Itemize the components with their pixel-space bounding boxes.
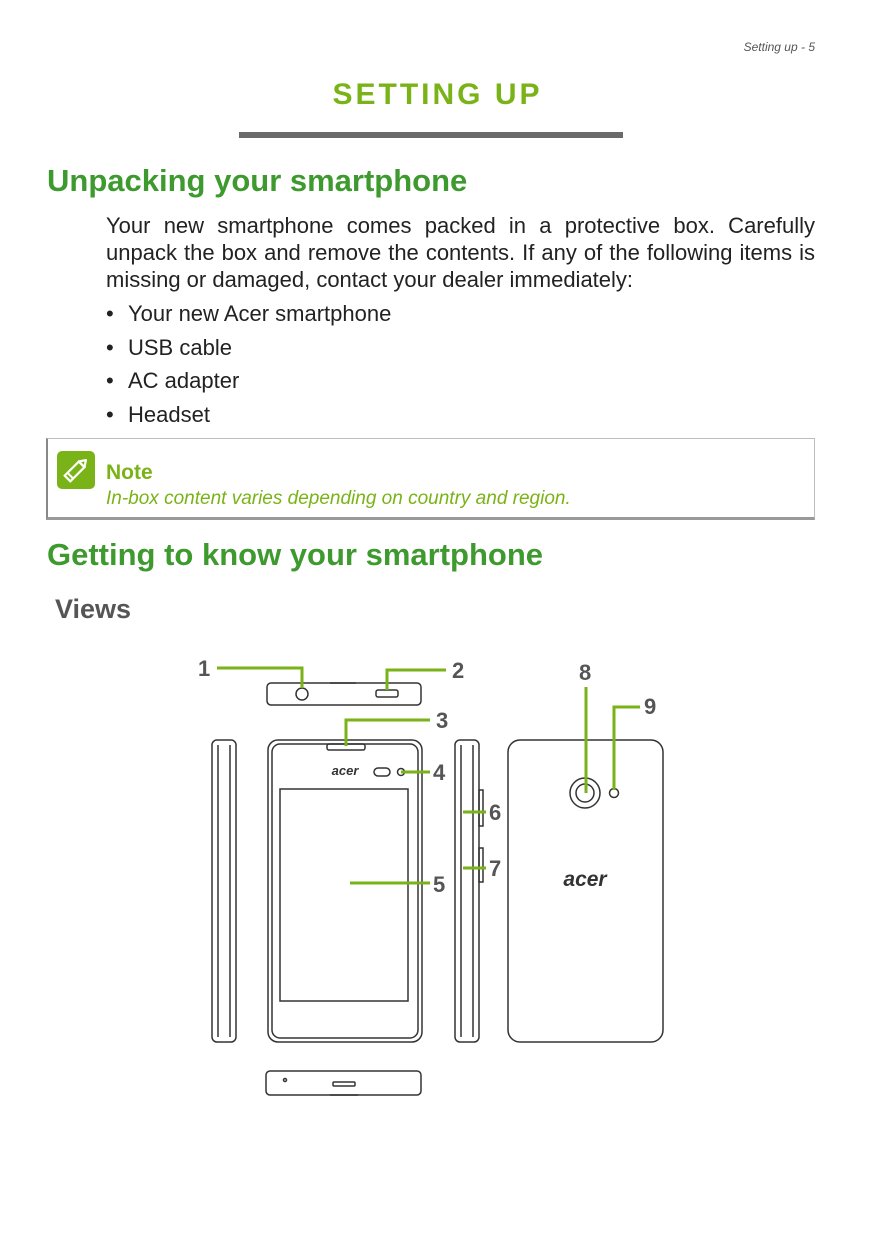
list-item: • Headset <box>106 400 391 434</box>
note-text: In-box content varies depending on country and region. <box>106 488 571 509</box>
note-title: Note <box>106 461 153 484</box>
callout-line-1 <box>217 668 302 688</box>
callout-label-5: 5 <box>433 872 446 897</box>
list-item: • USB cable <box>106 333 391 367</box>
heading-getting-to-know: Getting to know your smartphone <box>47 537 544 572</box>
phone-front-view <box>268 740 422 1042</box>
phone-views-diagram <box>180 640 700 1110</box>
callout-label-3: 3 <box>436 708 449 733</box>
chapter-title: SETTING UP <box>332 78 543 111</box>
phone-bottom-view <box>266 1071 421 1095</box>
phone-left-side-view <box>212 740 236 1042</box>
callout-line-2 <box>387 670 446 690</box>
front-logo: acer <box>331 763 359 778</box>
phone-top-view <box>267 683 421 705</box>
subheading-views: Views <box>55 594 132 624</box>
heading-unpacking: Unpacking your smartphone <box>47 163 468 198</box>
list-item: • AC adapter <box>106 366 391 400</box>
callout-line-9 <box>614 707 640 790</box>
callout-label-2: 2 <box>452 658 465 683</box>
pencil-icon <box>57 451 95 489</box>
contents-list <box>106 299 391 433</box>
unpacking-paragraph: Your new smartphone comes packed in a protective box. Carefully unpack the box and remove the contents. If any of the following items is missing or damaged, contact your dealer immediately: <box>106 213 815 292</box>
callout-label-6: 6 <box>489 800 502 825</box>
callout-label-8: 8 <box>579 660 592 685</box>
note-box <box>46 438 815 520</box>
phone-right-side-view <box>455 740 483 1042</box>
callout-label-4: 4 <box>433 760 446 785</box>
back-logo: acer <box>563 868 607 891</box>
running-header: Setting up - 5 <box>743 40 815 54</box>
chapter-rule <box>239 132 623 138</box>
callout-label-7: 7 <box>489 856 502 881</box>
list-item: • Your new Acer smartphone <box>106 299 391 333</box>
callout-label-9: 9 <box>644 694 657 719</box>
callout-label-1: 1 <box>198 656 211 681</box>
